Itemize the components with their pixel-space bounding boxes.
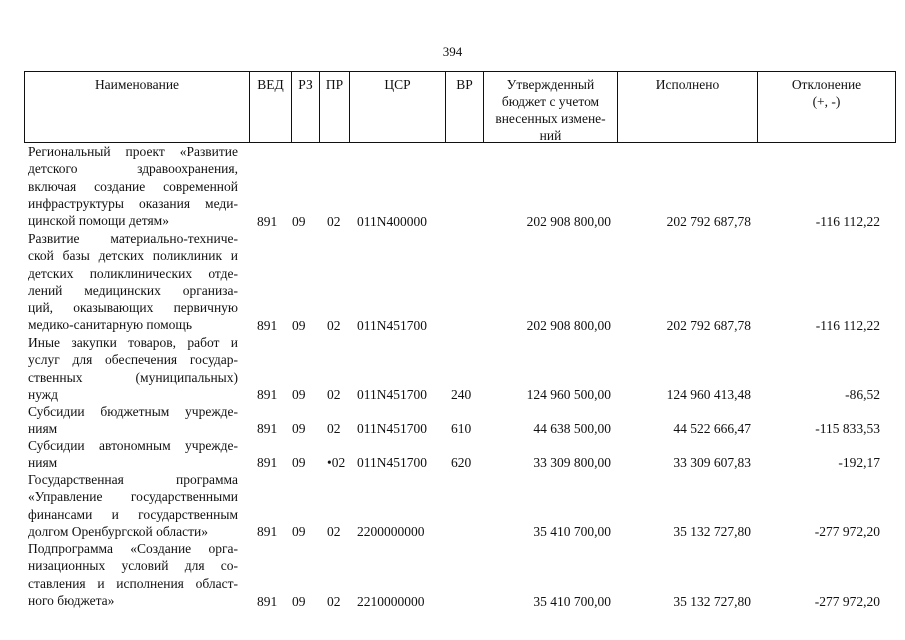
- column-header-rz: РЗ: [291, 72, 319, 142]
- cell-rz: 09: [292, 318, 306, 333]
- table-row: [24, 471, 896, 540]
- cell-approved: 33 309 800,00: [533, 455, 611, 470]
- row-name: Региональный проект «Развитие детского здравоохранения, включая создание современной инфраструктуры оказания меди- цинской помощи детям»: [28, 144, 238, 229]
- cell-ved: 891: [257, 594, 278, 609]
- cell-approved: 124 960 500,00: [526, 387, 611, 402]
- table-row: [24, 437, 896, 471]
- cell-csr: 011N451700: [357, 387, 427, 402]
- cell-vr: 240: [451, 387, 472, 402]
- row-name: Субсидии автономным учрежде- ниям: [28, 438, 238, 471]
- cell-csr: 011N451700: [357, 318, 427, 333]
- table-row: [24, 230, 896, 334]
- cell-executed: 202 792 687,78: [666, 318, 751, 333]
- cell-pr: 02: [327, 318, 341, 333]
- cell-ved: 891: [257, 455, 278, 470]
- cell-deviation: -192,17: [838, 455, 880, 470]
- cell-executed: 202 792 687,78: [666, 214, 751, 229]
- cell-rz: 09: [292, 455, 306, 470]
- table-header: [24, 71, 896, 143]
- cell-executed: 44 522 666,47: [673, 421, 751, 436]
- cell-pr: 02: [327, 594, 341, 609]
- cell-ved: 891: [257, 524, 278, 539]
- cell-deviation: -115 833,53: [815, 421, 880, 436]
- column-header-ved: ВЕД: [249, 72, 291, 142]
- cell-csr: 2210000000: [357, 594, 425, 609]
- cell-pr: 02: [327, 421, 341, 436]
- cell-csr: 011N451700: [357, 455, 427, 470]
- cell-deviation: -277 972,20: [814, 524, 880, 539]
- page-number: 394: [442, 44, 463, 59]
- cell-ved: 891: [257, 387, 278, 402]
- cell-pr: 02: [327, 524, 341, 539]
- table-row: [24, 403, 896, 437]
- cell-approved: 44 638 500,00: [533, 421, 611, 436]
- row-name: Развитие материально-техниче- ской базы детских поликлиник и детских поликлинических отде- лений медицинских организа- ций, оказывающих первичную медико-санитарную помощь: [28, 231, 238, 333]
- row-name: Подпрограмма «Создание орга- низационных условий для со- ставления и исполнения област- ного бюджета»: [28, 541, 238, 608]
- cell-deviation: -277 972,20: [814, 594, 880, 609]
- cell-deviation: -116 112,22: [815, 214, 880, 229]
- table-row: [24, 143, 896, 230]
- cell-approved: 35 410 700,00: [533, 594, 611, 609]
- table-row: [24, 334, 896, 403]
- row-name: Государственная программа «Управление государственными финансами и государственным долгом Оренбургской области»: [28, 472, 238, 539]
- column-header-vr: ВР: [445, 72, 483, 142]
- cell-pr: •02: [327, 455, 346, 470]
- cell-pr: 02: [327, 387, 341, 402]
- cell-approved: 202 908 800,00: [526, 214, 611, 229]
- cell-rz: 09: [292, 594, 306, 609]
- column-header-name: Наименование: [94, 77, 180, 92]
- column-header-pr: ПР: [319, 72, 349, 142]
- cell-ved: 891: [257, 318, 278, 333]
- cell-rz: 09: [292, 421, 306, 436]
- cell-deviation: -116 112,22: [815, 318, 880, 333]
- cell-executed: 35 132 727,80: [673, 594, 751, 609]
- row-name: Иные закупки товаров, работ и услуг для обеспечения государ- ственных (муниципальных) нужд: [28, 335, 238, 402]
- cell-executed: 35 132 727,80: [673, 524, 751, 539]
- cell-ved: 891: [257, 214, 278, 229]
- cell-ved: 891: [257, 421, 278, 436]
- cell-vr: 620: [451, 455, 472, 470]
- column-header-deviation: Отклонение (+, -): [757, 72, 895, 142]
- row-name: Субсидии бюджетным учрежде- ниям: [28, 404, 238, 437]
- cell-rz: 09: [292, 524, 306, 539]
- cell-deviation: -86,52: [845, 387, 880, 402]
- column-header-approved: Утвержденный бюджет с учетом внесенных измене- ний: [483, 72, 617, 142]
- cell-csr: 2200000000: [357, 524, 425, 539]
- cell-approved: 202 908 800,00: [526, 318, 611, 333]
- cell-rz: 09: [292, 214, 306, 229]
- cell-vr: 610: [451, 421, 472, 436]
- cell-approved: 35 410 700,00: [533, 524, 611, 539]
- column-header-csr: ЦСР: [349, 72, 445, 142]
- cell-executed: 33 309 607,83: [673, 455, 751, 470]
- cell-csr: 011N451700: [357, 421, 427, 436]
- cell-csr: 011N400000: [357, 214, 427, 229]
- cell-rz: 09: [292, 387, 306, 402]
- cell-pr: 02: [327, 214, 341, 229]
- cell-executed: 124 960 413,48: [666, 387, 751, 402]
- column-header-executed: Исполнено: [617, 72, 757, 142]
- table-row: [24, 540, 896, 610]
